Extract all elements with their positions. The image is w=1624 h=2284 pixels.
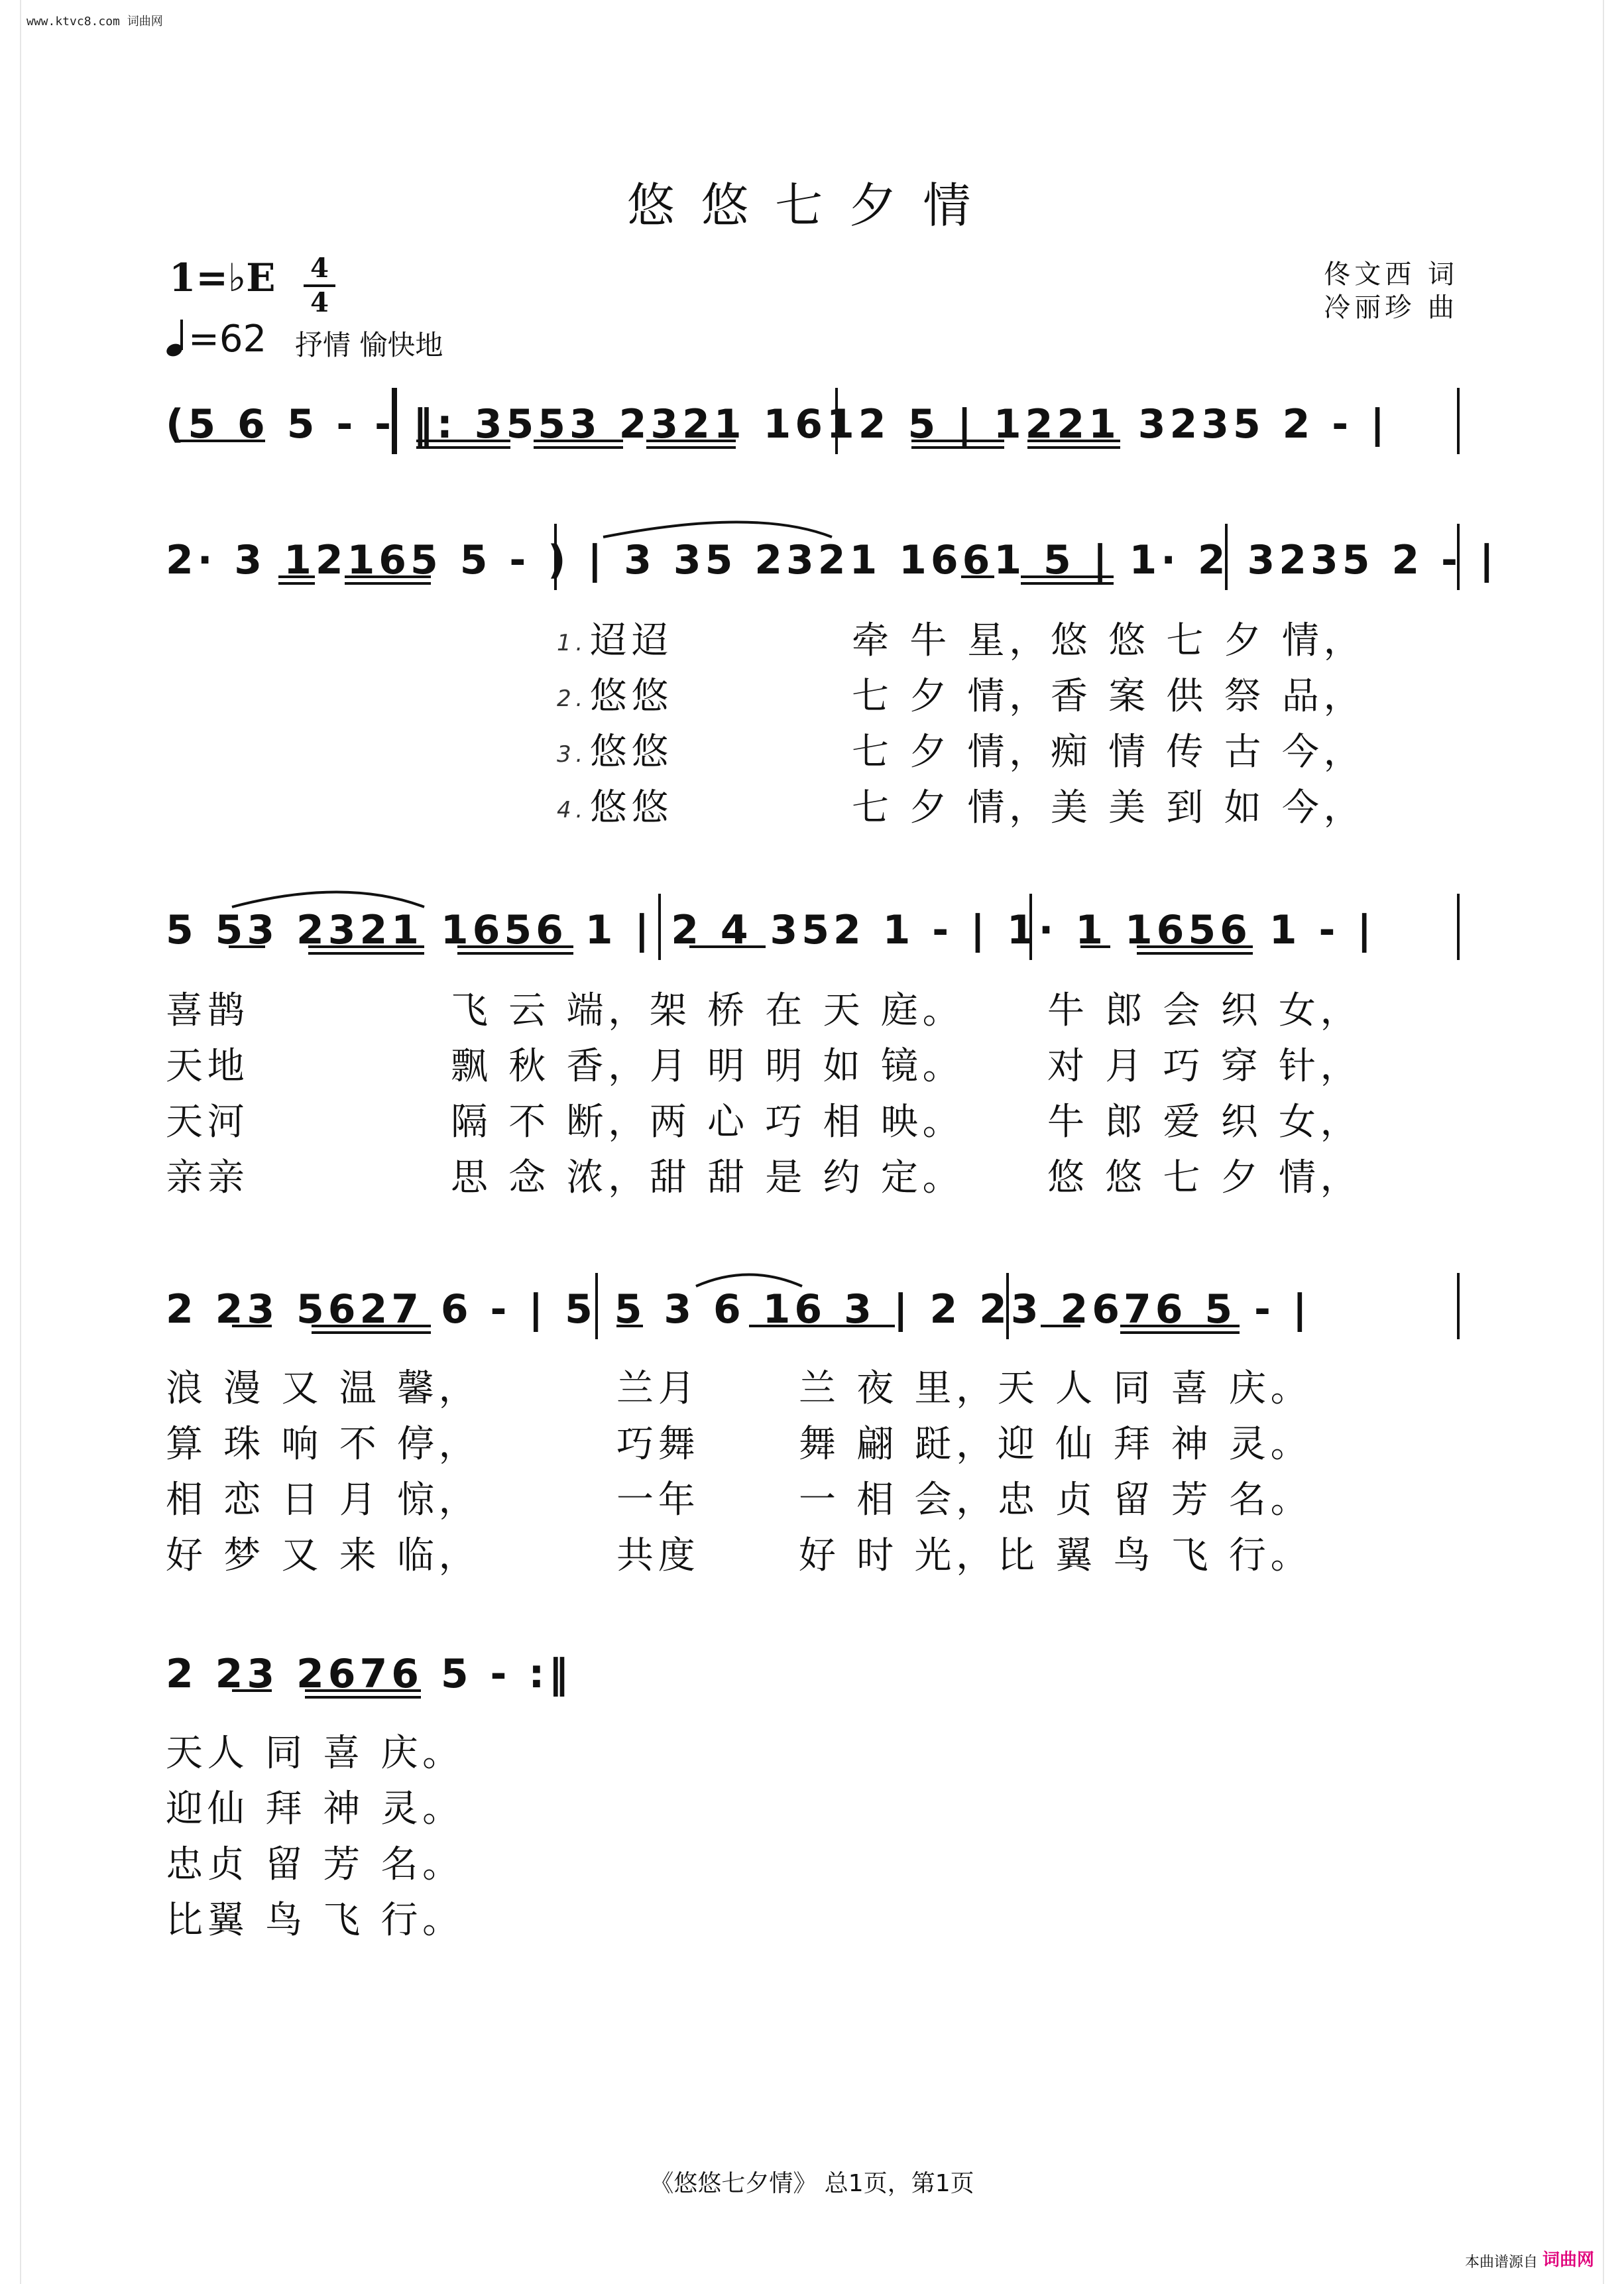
score-line-3 [166,894,1465,967]
lyric-line: 好 梦 又 来 临， 共度 好 时 光，比 翼 鸟 飞 行。 [166,1534,1312,1577]
time-signature [304,255,335,316]
score-line-2-text: 2· 3 12165 5 - ) | 3 35 2321 1661 5 | 1· 2 3235 2 - | [166,537,1498,583]
left-margin-border [0,0,21,2284]
score-line-1 [166,388,1465,461]
lyrics-stanza-4 [166,1724,1465,1947]
lyric-line: 迎仙 拜 神 灵。 [166,1787,464,1831]
composer-credit: 冷丽珍 曲 [1324,292,1458,323]
lyric-line: 亲亲 思 念 浓，甜 甜 是 约 定。 悠 悠 七 夕 情， [166,1156,1362,1199]
lyric-line: 3.悠悠 七 夕 情，痴 情 传 古 今， [557,731,1365,774]
lyric-line: 相 恋 日 月 惊， 一年 一 相 会，忠 贞 留 芳 名。 [166,1478,1312,1522]
quarter-note-icon [166,317,188,366]
lyric-line: 喜鹊 飞 云 端，架 桥 在 天 庭。 牛 郎 会 织 女， [166,989,1362,1032]
lyricist-credit: 佟文西 词 [1324,259,1458,290]
lyric-line: 2.悠悠 七 夕 情，香 案 供 祭 品， [557,675,1365,718]
lyrics-stanza-2 [166,981,1465,1204]
time-signature-bottom: 4 [310,287,329,318]
song-title: 悠悠七夕情 [626,178,997,233]
lyric-line: 4.悠悠 七 夕 情，美 美 到 如 今， [557,786,1365,829]
tempo-marking [166,317,266,366]
source-note: 本曲谱源自 [1464,2254,1538,2271]
right-margin-border [1603,0,1624,2284]
time-signature-top: 4 [310,253,329,284]
lyric-line: 天人 同 喜 庆。 [166,1732,464,1775]
page-info: 《悠悠七夕情》 总1页，第1页 [650,2170,974,2197]
lyric-line: 1.迢迢 牵 牛 星，悠 悠 七 夕 情， [557,619,1365,662]
score-line-5-text: 2 23 2676 5 - :‖ [166,1651,573,1697]
site-url[interactable]: www.ktvc8.com 词曲网 [27,15,163,29]
expression-marking: 抒情 愉快地 [295,329,443,361]
lyric-line: 算 珠 响 不 停， 巧舞 舞 翩 跹，迎 仙 拜 神 灵。 [166,1423,1312,1466]
key-signature: 1=♭E [169,255,276,300]
lyric-line: 比翼 鸟 飞 行。 [166,1899,464,1942]
site-logo[interactable]: 词曲网 [1542,2250,1594,2270]
score-line-2 [166,524,1498,597]
lyric-line: 天河 隔 不 断，两 心 巧 相 映。 牛 郎 爱 织 女， [166,1101,1362,1144]
lyric-line: 天地 飘 秋 香，月 明 明 如 镜。 对 月 巧 穿 针， [166,1045,1362,1088]
tempo-value: =62 [188,318,267,361]
score-line-5 [166,1638,1465,1711]
lyrics-stanza-1 [166,611,1465,834]
lyrics-stanza-3 [166,1359,1465,1582]
score-line-4-text: 2 23 5627 6 - | 5 5 3 6 16 3 | 2 23 2676 5 - | [166,1286,1311,1333]
score-line-3-text: 5 53 2321 1656 1 | 2 4 352 1 - | 1· 1 1656 1 - | [166,907,1376,953]
score-line-4 [166,1273,1465,1346]
lyric-line: 浪 漫 又 温 馨， 兰月 兰 夜 里，天 人 同 喜 庆。 [166,1367,1312,1410]
lyric-line: 忠贞 留 芳 名。 [166,1843,464,1886]
score-line-1-text: (5 6 5 - - ‖: 3553 2321 1612 5 | 1221 3235 2 - | [166,401,1389,448]
